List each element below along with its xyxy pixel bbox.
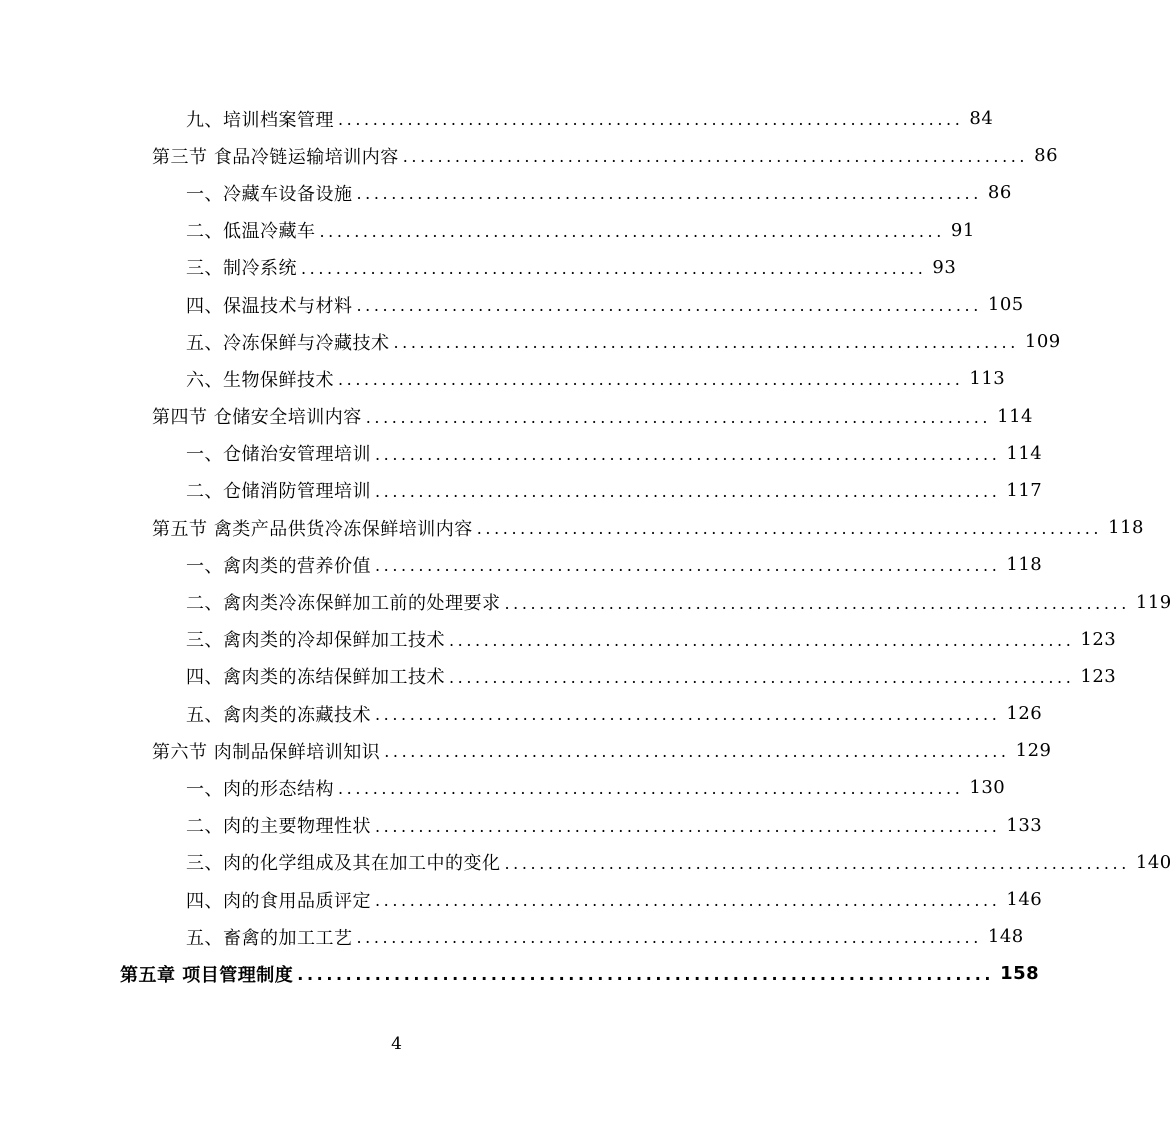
toc-leader-dots: ........................................................................ (338, 370, 964, 390)
page-number: 4 (391, 1034, 402, 1054)
toc-leader-dots: ........................................................................ (375, 481, 1001, 501)
toc-leader-dots: ........................................................................ (449, 667, 1075, 687)
toc-leader-dots: ........................................................................ (375, 891, 1001, 911)
toc-leader-dots: ........................................................................ (375, 556, 1001, 576)
toc-entry-label: 三、制冷系统 (186, 258, 297, 280)
toc-entry-page: 117 (1006, 479, 1043, 501)
toc-leader-dots: ........................................................................ (297, 965, 995, 985)
toc-entry-page: 93 (932, 256, 957, 278)
toc-entry-label: 五、冷冻保鲜与冷藏技术 (186, 332, 390, 354)
toc-entry-page: 109 (1024, 331, 1061, 353)
toc-entry-page: 113 (969, 368, 1006, 390)
toc-entry-page: 105 (987, 294, 1024, 316)
toc-leader-dots: ........................................................................ (375, 444, 1001, 464)
toc-entry[interactable] (0, 546, 1043, 583)
toc-leader-dots: ........................................................................ (393, 333, 1019, 353)
toc-entry-label: 一、禽肉类的营养价值 (186, 555, 371, 577)
toc-entry-page: 119 (1135, 591, 1172, 613)
table-of-contents (0, 100, 1172, 993)
toc-leader-dots: ........................................................................ (504, 593, 1130, 613)
toc-entry-page: 140 (1135, 851, 1172, 873)
toc-entry[interactable] (0, 658, 1117, 695)
toc-leader-dots: ........................................................................ (476, 519, 1103, 539)
toc-entry-page: 86 (987, 182, 1012, 204)
toc-leader-dots: ........................................................................ (402, 147, 1029, 167)
toc-leader-dots: ........................................................................ (319, 221, 945, 241)
toc-entry-label: 五、畜禽的加工工艺 (186, 927, 353, 949)
toc-entry-page: 133 (1006, 814, 1043, 836)
toc-entry-page: 126 (1006, 703, 1043, 725)
toc-entry-label: 五、禽肉类的冻藏技术 (186, 704, 371, 726)
toc-leader-dots: ........................................................................ (301, 258, 927, 278)
toc-entry[interactable] (0, 435, 1043, 472)
toc-entry-page: 123 (1080, 665, 1117, 687)
toc-entry[interactable] (0, 360, 1006, 397)
toc-entry[interactable] (0, 323, 1061, 360)
toc-leader-dots: ........................................................................ (375, 816, 1001, 836)
toc-entry-label: 四、肉的食用品质评定 (186, 890, 371, 912)
toc-entry[interactable] (0, 472, 1043, 509)
toc-entry[interactable] (0, 398, 1033, 435)
toc-leader-dots: ........................................................................ (356, 928, 982, 948)
toc-entry[interactable] (0, 695, 1043, 732)
toc-entry-label: 二、禽肉类冷冻保鲜加工前的处理要求 (186, 593, 501, 615)
toc-entry[interactable] (0, 621, 1117, 658)
toc-entry-label: 第五节 禽类产品供货冷冻保鲜培训内容 (152, 518, 473, 540)
toc-entry-page: 123 (1080, 628, 1117, 650)
toc-entry-page: 91 (950, 219, 975, 241)
toc-entry[interactable] (0, 100, 994, 137)
toc-entry-page: 146 (1006, 889, 1043, 911)
toc-entry-label: 一、肉的形态结构 (186, 778, 334, 800)
toc-leader-dots: ........................................................................ (365, 407, 992, 427)
toc-entry-label: 二、肉的主要物理性状 (186, 816, 371, 838)
toc-entry-label: 四、禽肉类的冻结保鲜加工技术 (186, 667, 445, 689)
toc-entry-label: 二、仓储消防管理培训 (186, 481, 371, 503)
toc-leader-dots: ........................................................................ (384, 742, 1010, 762)
toc-entry-label: 第三节 食品冷链运输培训内容 (152, 146, 399, 168)
toc-entry[interactable] (0, 844, 1172, 881)
toc-entry-label: 九、培训档案管理 (186, 109, 334, 131)
toc-entry[interactable] (0, 583, 1172, 620)
toc-entry-label: 三、禽肉类的冷却保鲜加工技术 (186, 630, 445, 652)
toc-leader-dots: ........................................................................ (449, 630, 1075, 650)
toc-entry[interactable] (0, 249, 957, 286)
toc-entry-chapter[interactable] (0, 955, 1040, 992)
toc-entry-label: 六、生物保鲜技术 (186, 369, 334, 391)
toc-entry[interactable] (0, 212, 975, 249)
toc-entry-page: 158 (1000, 963, 1040, 985)
toc-entry-page: 84 (969, 108, 994, 130)
toc-entry[interactable] (0, 732, 1052, 769)
toc-entry-page: 129 (1015, 740, 1052, 762)
toc-entry-page: 118 (1108, 517, 1144, 539)
toc-entry-label: 二、低温冷藏车 (186, 221, 316, 243)
toc-entry[interactable] (0, 881, 1043, 918)
toc-entry[interactable] (0, 174, 1012, 211)
toc-leader-dots: ........................................................................ (504, 853, 1130, 873)
toc-entry[interactable] (0, 137, 1059, 174)
toc-entry[interactable] (0, 769, 1006, 806)
toc-entry-label: 一、仓储治安管理培训 (186, 444, 371, 466)
toc-entry-page: 114 (1006, 442, 1043, 464)
toc-entry-page: 86 (1034, 145, 1059, 167)
toc-leader-dots: ........................................................................ (356, 296, 982, 316)
toc-entry-label: 第五章 项目管理制度 (120, 964, 294, 986)
toc-entry-label: 第四节 仓储安全培训内容 (152, 407, 362, 429)
toc-entry-label: 一、冷藏车设备设施 (186, 183, 353, 205)
toc-entry[interactable] (0, 286, 1024, 323)
toc-leader-dots: ........................................................................ (375, 705, 1001, 725)
toc-entry-page: 148 (987, 926, 1024, 948)
toc-entry[interactable] (0, 509, 1144, 546)
toc-entry-label: 四、保温技术与材料 (186, 295, 353, 317)
toc-entry[interactable] (0, 807, 1043, 844)
toc-leader-dots: ........................................................................ (356, 184, 982, 204)
toc-entry-page: 118 (1006, 554, 1043, 576)
toc-leader-dots: ........................................................................ (338, 110, 964, 130)
toc-leader-dots: ........................................................................ (338, 779, 964, 799)
toc-entry-page: 130 (969, 777, 1006, 799)
toc-entry-page: 114 (997, 405, 1033, 427)
toc-entry-label: 三、肉的化学组成及其在加工中的变化 (186, 853, 501, 875)
toc-entry[interactable] (0, 918, 1024, 955)
toc-entry-label: 第六节 肉制品保鲜培训知识 (152, 741, 381, 763)
